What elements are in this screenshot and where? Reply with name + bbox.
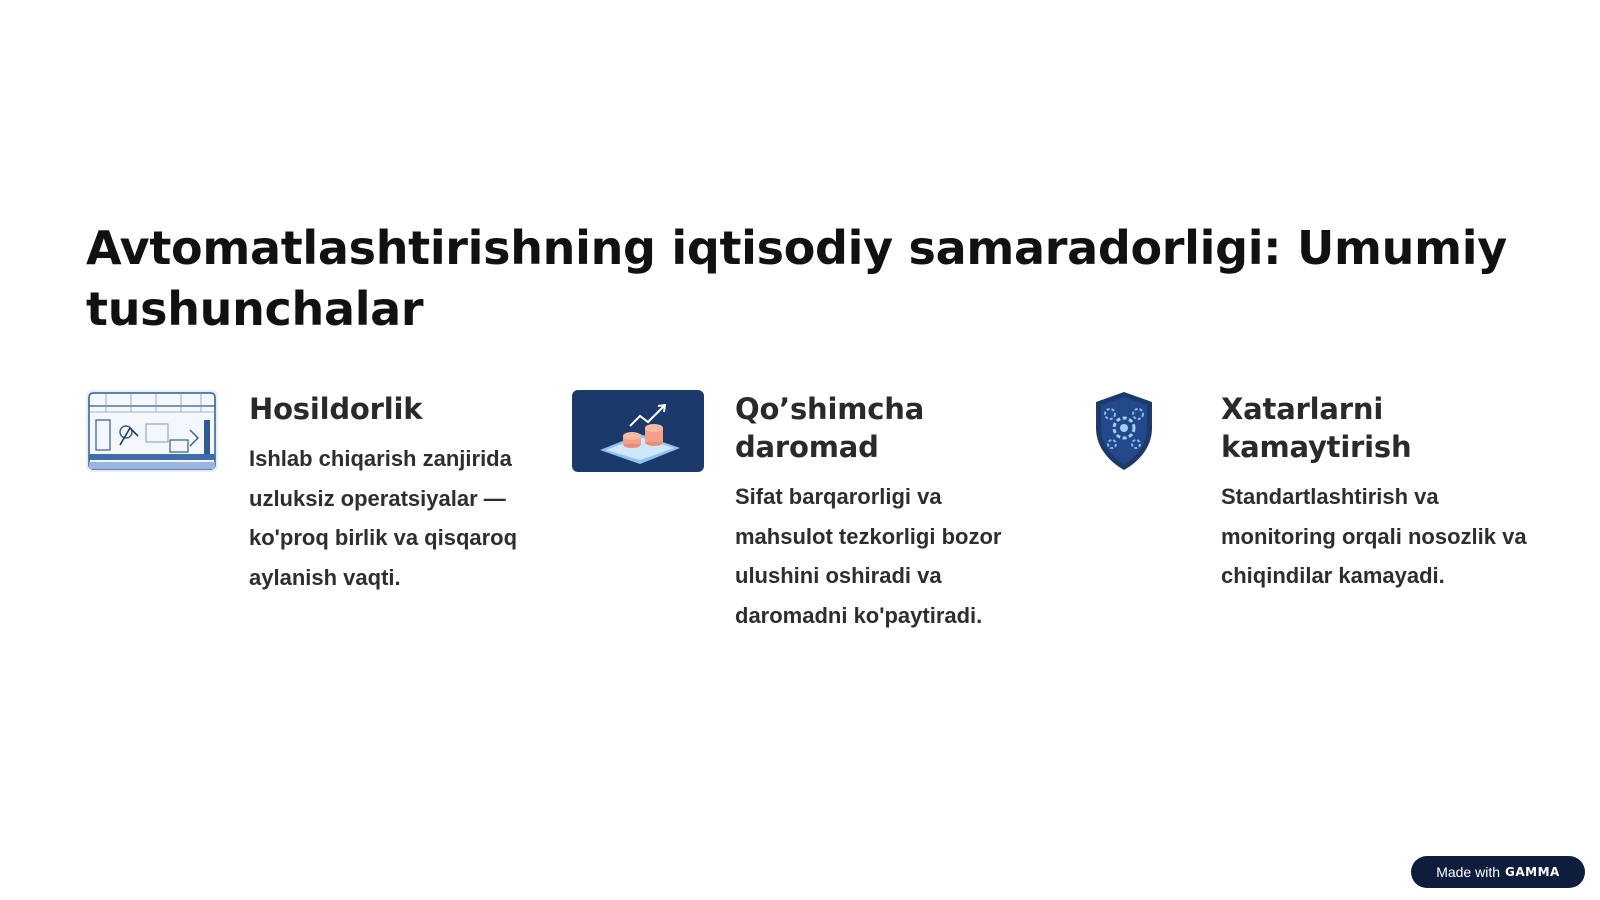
card-body: Ishlab chiqarish zanjirida uzluksiz operatsiyalar — ko'proq birlik va qisqaroq aylanish vaqti. — [249, 446, 518, 590]
revenue-growth-icon — [572, 390, 704, 472]
factory-line-icon — [86, 390, 218, 472]
card-heading: Qo’shimcha daromad — [735, 392, 925, 464]
page-title: Avtomatlashtirishning iqtisodiy samaradorligi: Umumiy tushunchalar — [86, 221, 1507, 336]
badge-prefix: Made with — [1436, 864, 1500, 880]
gamma-logo: GAMMA — [1505, 865, 1560, 879]
card-additional-revenue — [572, 390, 1032, 690]
shield-gears-icon — [1058, 390, 1190, 472]
card-heading: Xatarlarni kamaytirish — [1221, 392, 1412, 464]
card-text — [249, 390, 546, 597]
card-heading: Hosildorlik — [249, 392, 423, 426]
card-text — [1221, 390, 1528, 596]
card-risk-reduction — [1058, 390, 1528, 690]
card-text — [735, 390, 1032, 635]
card-productivity — [86, 390, 546, 690]
card-body: Standartlashtirish va monitoring orqali nosozlik va chiqindilar kamayadi. — [1221, 484, 1527, 588]
made-with-gamma-badge[interactable] — [1411, 856, 1585, 888]
card-body: Sifat barqarorligi va mahsulot tezkorligi bozor ulushini oshiradi va daromadni ko'paytiradi. — [735, 484, 1002, 628]
